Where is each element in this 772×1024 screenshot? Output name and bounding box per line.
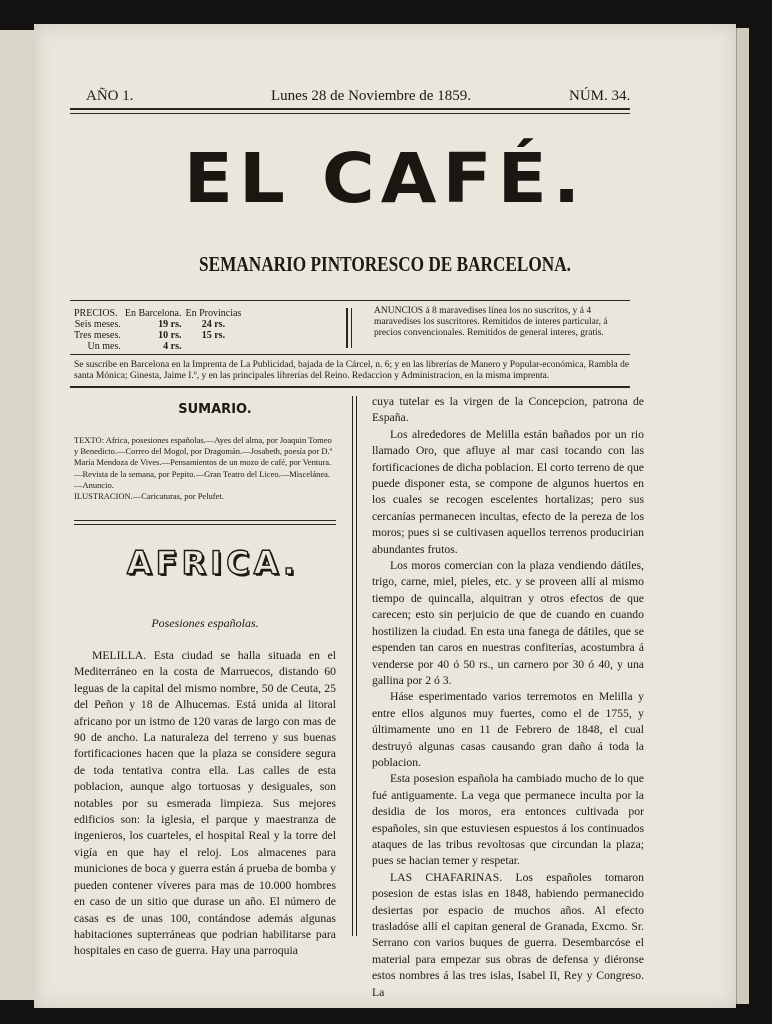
article-paragraph: Háse esperimentado varios terremotos en Melilla y entre ellos algunos muy fuertes, como el de 1755, y últimamente uno en 11 de Febrero de 1848, el cual destruyó algunas casas causando gran daño á toda la poblacion. [372, 690, 644, 769]
article-paragraph: Los moros comercian con la plaza vendiendo dátiles, trigo, carne, miel, pieles, etc. y se proveen allí al mismo tiempo de quincalla, alquitran y otros efectos de que carecen; esto sin perjuicio de que de cuando en cuando hostilizen la ciudad. En esta una fanega de dátiles, que se espenden tan caros en nuestras confiterías, acostumbra á venderse por 40 ó 50 rs., un carnero por 30 ó 40, y una gallina por 2 ó 3. [372, 559, 644, 687]
prices-row-label: Un mes. [87, 341, 121, 352]
ads-notice: ANUNCIOS á 8 maravedises línea los no suscritos, y á 4 maravedises los suscritores. Remitidos de interes particular, á precios convencionales. Remitidos de general interes, gratis. [374, 306, 608, 338]
article-paragraph: Los alrededores de Melilla están bañados por un rio llamado Oro, que afluye al mar casi tocando con las fortificaciones de dicha poblacion. El corto terreno de que puede disponer esta, se compone de algunos huertos en los cuales se recogen escelentes hortalizas; pero sus cercanías permanecen incultas, efecto de la pereza de los moros; pues si se cultivasen aquellos terrenos producirian abundantes frutos. [372, 427, 644, 556]
subscribe-rule-top [70, 354, 630, 355]
masthead-year: AÑO 1. [86, 88, 134, 104]
page-edge [736, 28, 749, 1004]
article-paragraph: Esta posesion española ha cambiado mucho de lo que fué antiguamente. La vega que permanece inculta por la desidia de los moros, era entonces cultivada por españoles, sin que estuviesen espuestos á los continuados ataques de las tribus revoltosas que circundan la plaza; pues se hacian temer y respetar. [372, 772, 644, 868]
newspaper-page [34, 24, 736, 1008]
subscribe-rule-bottom [70, 386, 630, 388]
article-paragraph: cuya tutelar es la virgen de la Concepcion, patrona de España. [372, 395, 644, 425]
newspaper-title: EL CAFÉ. [183, 138, 587, 218]
article-heading: AFRICA. [126, 544, 300, 582]
sumario-title: SUMARIO. [178, 402, 252, 417]
article-paragraph: LAS CHAFARINAS. Los españoles tomaron posesion de estas islas en 1848, habiendo permanecido desiertas por espacio de muchos años. Al efecto trasladóse allí el capitan general de Granada, Excmo. Sr. Serrano con varios buques de guerra. Desembarcóse el material para empezar sus obras de defensa y diéronse estos nombres á las tres islas, Isabel II, Rey y Congreso. La [372, 870, 644, 999]
prices-row-prov [186, 341, 246, 352]
prices-row-label: Tres meses. [74, 330, 121, 341]
subscribe-notice: Se suscribe en Barcelona en la Imprenta de La Publicidad, bajada de la Cárcel, n. 6; y en las librerías de Manero y Popular-económica, Rambla de santa Mónica; Ginesta, Jaime I.º, y en las principales librerías del Reino. Redaccion y Administracion, en la misma imprenta. [74, 360, 630, 381]
prices-divider [351, 308, 352, 348]
sumario-contents: TEXTO: Africa, posesiones españolas.—Ayes del alma, por Joaquin Tomeo y Benedicto.—Correo del Mogol, por Dragomán.—Josabeth, poesía por D.ª María Mendoza de Vives.—Pensamientos de un mozo de café, por Ventura.—Revista de la semana, por Pepito.—Gran Teatro del Liceo.—Miscelánea.—Anuncio. [74, 435, 333, 490]
prices-row-bcn: 10 rs. [158, 330, 182, 341]
sumario-illustration: ILUSTRACION.—Caricaturas, por Pelufet. [74, 491, 224, 502]
prices-row-bcn: 19 rs. [158, 319, 182, 330]
newspaper-subtitle: SEMANARIO PINTORESCO DE BARCELONA. [199, 252, 571, 276]
column-divider [356, 396, 357, 936]
prices-col-provincias: En Provincias [185, 308, 242, 319]
column-divider [352, 396, 353, 936]
sumario-text [74, 435, 336, 502]
prices-row-prov: 24 rs. [201, 319, 226, 330]
masthead-rule-bottom [70, 113, 630, 114]
sumario-rule [74, 520, 336, 521]
sumario-rule [74, 524, 336, 525]
prices-row-prov: 15 rs. [201, 330, 226, 341]
prices-divider [346, 308, 348, 348]
prices-row-label: Seis meses. [74, 319, 121, 330]
prices-row-bcn: 4 rs. [163, 341, 182, 352]
article-column-right [372, 394, 644, 1001]
masthead-date: Lunes 28 de Noviembre de 1859. [271, 88, 471, 104]
header-rule [70, 300, 630, 301]
prices-table [74, 308, 354, 352]
masthead-number: NÚM. 34. [569, 88, 631, 104]
masthead-rule-top [70, 108, 630, 110]
prices-col-barcelona: En Barcelona. [124, 308, 182, 319]
prices-heading: PRECIOS. [74, 308, 118, 319]
article-subheading: Posesiones españolas. [151, 616, 259, 630]
article-paragraph: MELILLA. Esta ciudad se halla situada en el Mediterráneo en la costa de Marruecos, distando 60 leguas de la capital del mismo nombre, 50 de Ceuta, 25 del Peñon y 18 de Alhucemas. Está unida al litoral africano por un istmo de 120 varas de largo con mas de 90 de ancho. La naturaleza del terreno y sus buenas fortificaciones hacen que la plaza se considere segura de toda tentativa contra ella. Las calles de esta poblacion, aunque algo tortuosas y desiguales, son notables por su esmerada limpieza. Sus mejores edificios son: la iglesia, el parque y maestranza de ingenieros, los cuarteles, el hospital Real y la torre del vigía en que hay el reloj. Los almacenes para municiones de boca y guerra están á prueba de bomba y pueden contener víveres para mas de 10.000 hombres en caso de un sitio que durase un año. El número de casas es de unas 100, contándose además algunas habitaciones supterráneas que podrian habilitarse para hospitales en caso de guerra. Hay una parroquia [74, 649, 336, 958]
article-column-left [74, 648, 336, 960]
